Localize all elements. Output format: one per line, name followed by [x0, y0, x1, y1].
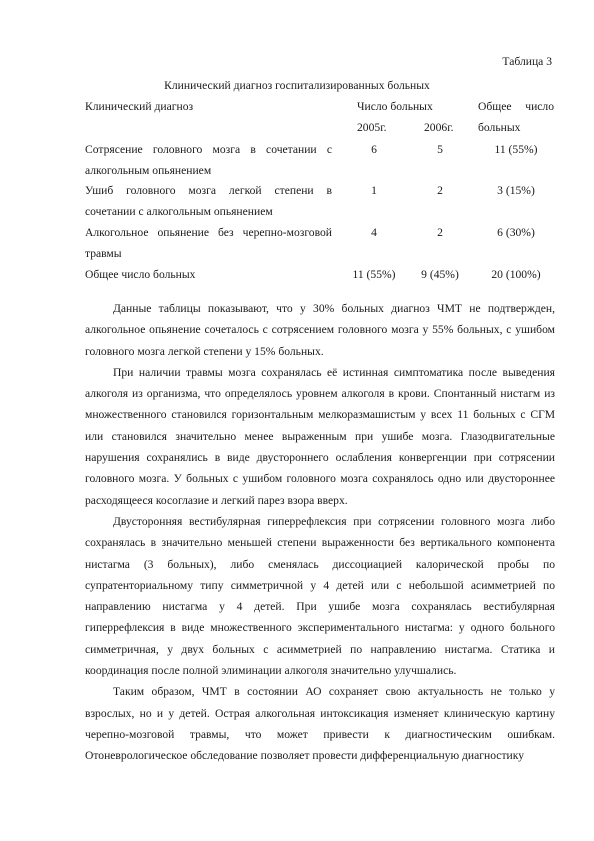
- row-count-2006: 5: [437, 143, 443, 156]
- row-count-2006: 2: [437, 184, 443, 197]
- row-count-total: 3 (15%): [497, 184, 535, 197]
- header-total-line2: больных: [478, 121, 521, 134]
- row-count-total: 20 (100%): [491, 268, 541, 281]
- paragraph: Данные таблицы показывают, что у 30% больных диагноз ЧМТ не подтвержден, алкогольное опьянение сочеталось с сотрясением головного мозга у 55% больных, с ушибом головного мозга легкой степени у 15% больных.: [85, 302, 555, 358]
- header-patient-count: Число больных: [357, 100, 433, 113]
- row-count-2005: 6: [371, 143, 377, 156]
- row-diagnosis: Общее число больных: [85, 268, 196, 281]
- row-count-2005: 11 (55%): [352, 268, 396, 281]
- header-total-word2: число: [525, 100, 554, 113]
- row-count-total: 6 (30%): [497, 226, 535, 239]
- row-count-total: 11 (55%): [494, 143, 538, 156]
- table-label: Таблица 3: [502, 55, 552, 68]
- header-diagnosis: Клинический диагноз: [85, 100, 194, 113]
- paragraph: Таким образом, ЧМТ в состоянии АО сохраняет свою актуальность не только у взрослых, но и у детей. Острая алкогольная интоксикация изменяет клиническую картину черепно-мозговой травмы, что может привести к диагностическим ошибкам. Отоневрологическое обследование позволяет провести дифференциальную диагностику: [85, 685, 555, 763]
- header-year-2005: 2005г.: [357, 121, 387, 134]
- row-count-2005: 1: [371, 184, 377, 197]
- row-count-2005: 4: [371, 226, 377, 239]
- paragraph: При наличии травмы мозга сохранялась её истинная симптоматика после выведения алкоголя из организма, что определялось уровнем алкоголя в крови. Спонтанный нистагм из множественного становился горизонтальным мелкоразмашистым у всех 11 больных с СГМ или становился значительно менее выраженным при ушибе мозга. Глазодвигательные нарушения сохранялись в виде двустороннего ослабления конвергенции при сотрясении головного мозга. У больных с ушибом головного мозга сохранялось одно или двустороннее расходящееся косоглазие и легкий парез взора вверх.: [85, 365, 555, 507]
- row-count-2006: 9 (45%): [421, 268, 459, 281]
- row-count-2006: 2: [437, 226, 443, 239]
- paragraph: Двусторонняя вестибулярная гиперрефлексия при сотрясении головного мозга либо сохранялась в значительно меньшей степени выраженности без вертикального компонента нистагма (3 больных), либо сменялась диссоциацией калорической пробы по супратенториальному типу симметричной у 4 детей или с небольшой асимметрией по направлению нистагма у 4 детей. При ушибе мозга сохранялась вестибулярная гиперрефлексия в виде множественного экспериментального нистагма: у одного больного симметричная, у двух больных с асимметрией по направлению нистагма. Статика и координация после полной элиминации алкоголя значительно улучшались.: [85, 514, 555, 678]
- body-text: [85, 298, 555, 767]
- table-caption: Клинический диагноз госпитализированных больных: [164, 79, 430, 92]
- row-diagnosis: Алкогольное опьянение без черепно-мозговой травмы: [85, 226, 332, 260]
- row-diagnosis: Сотрясение головного мозга в сочетании с алкогольным опьянением: [85, 143, 332, 177]
- header-total-word1: Общее: [478, 100, 512, 113]
- header-year-2006: 2006г.: [424, 121, 454, 134]
- row-diagnosis: Ушиб головного мозга легкой степени в сочетании с алкогольным опьянением: [85, 184, 332, 218]
- header-total-line1: [478, 96, 554, 117]
